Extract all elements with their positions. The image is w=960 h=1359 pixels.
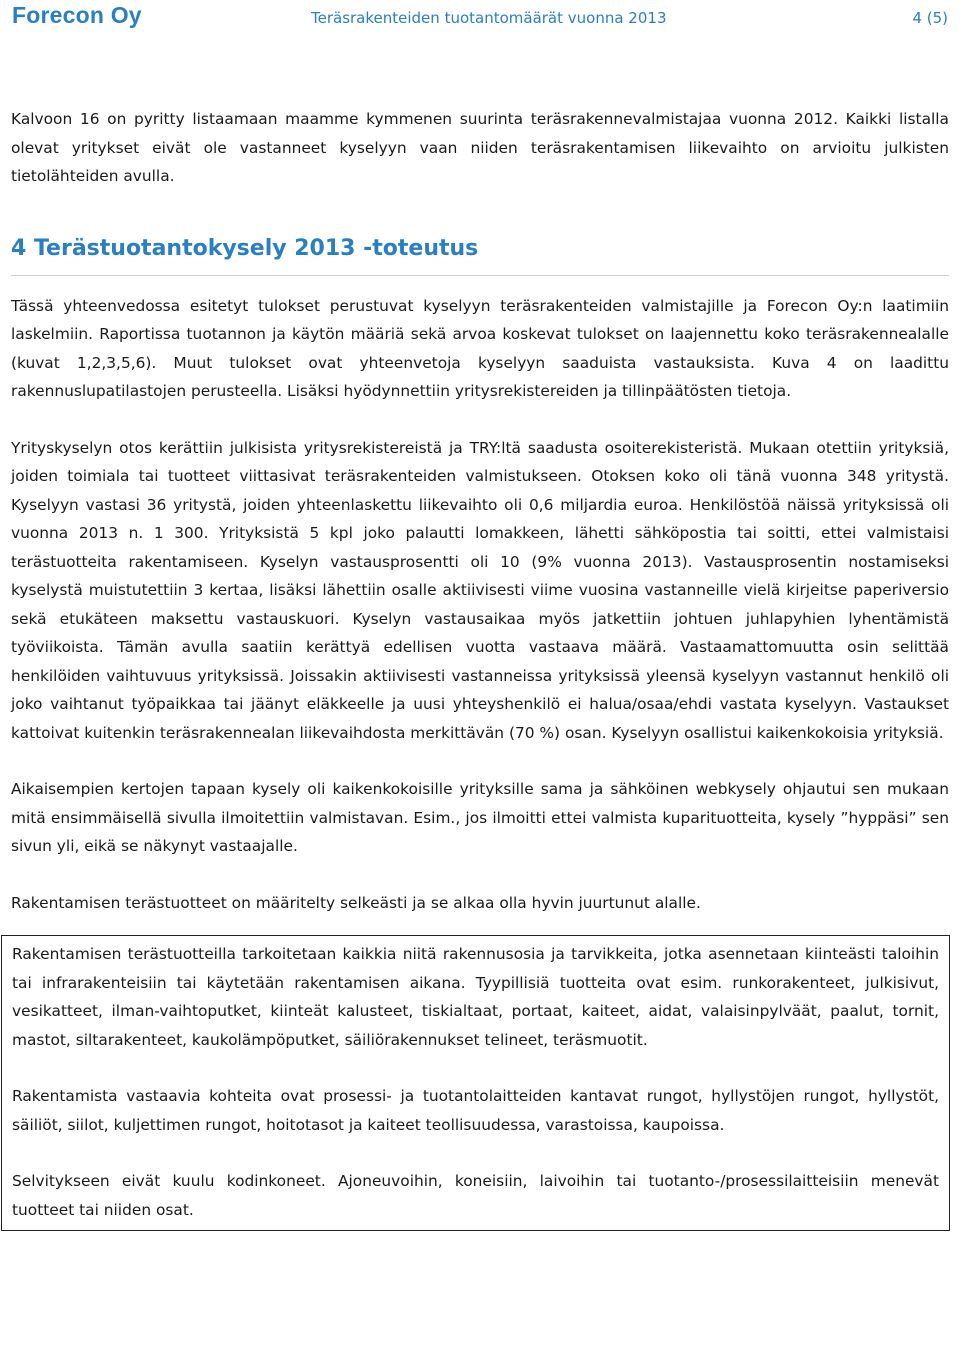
intro-paragraph: Kalvoon 16 on pyritty listaamaan maamme kymmenen suurinta teräsrakennevalmistajaa vuonna 2012. Kaikki listalla olevat yritykset eivät ole vastanneet kyselyyn vaan niiden teräsrakentamisen liikevaihto on arvioitu julkisten tietolähteiden avulla.: [11, 110, 949, 185]
definition-box: [1, 935, 950, 1231]
document-title: Teräsrakenteiden tuotantomäärät vuonna 2013: [311, 9, 667, 27]
body-paragraph: Aikaisempien kertojen tapaan kysely oli kaikenkokoisille yrityksille sama ja sähköinen webkysely ohjautui sen mukaan mitä ensimmäisellä sivulla ilmoitettiin valmistavan. Esim., jos ilmoitti ettei valmista kuparituotteita, kysely ”hyppäsi” sen sivun yli, eikä se näkynyt vastaajalle.: [11, 780, 949, 855]
box-paragraph: Rakentamisen terästuotteilla tarkoitetaan kaikkia niitä rakennusosia ja tarvikkeita, jotka asennetaan kiinteästi taloihin tai infrarakenteisiin tai käytetään rakentamisen aikana. Tyypillisiä tuotteita ovat esim. runkorakenteet, julkisivut, vesikatteet, ilman-vaihtoputket, kiinteät kalusteet, tiskialtaat, portaat, kaiteet, aidat, valaisinpylväät, paalut, tornit, mastot, siltarakenteet, kaukolämpöputket, säiliörakennukset telineet, teräsmuotit.: [12, 945, 939, 1049]
page-header: [0, 0, 960, 38]
section-heading: 4 Terästuotantokysely 2013 -toteutus: [11, 233, 949, 276]
body-paragraph: Yrityskyselyn otos kerättiin julkisista yritysrekistereistä ja TRY:ltä saadusta osoiterekisteristä. Mukaan otettiin yrityksiä, joiden toimiala tai tuotteet viittasivat teräsrakenteiden valmistukseen. Otoksen koko oli tänä vuonna 348 yritystä. Kyselyyn vastasi 36 yritystä, joiden yhteenlaskettu liikevaihto oli 0,6 miljardia euroa. Henkilöstöä näissä yrityksissä oli vuonna 2013 n. 1 300. Yrityksistä 5 kpl joko palautti lomakkeen, lähetti sähköpostia tai soitti, ettei valmistaisi terästuotteita rakentamiseen. Kyselyn vastausprosentti oli 10 (9% vuonna 2013). Vastausprosentin nostamiseksi kyselystä muistutettiin 3 kertaa, lisäksi lähettiin osalle aktiivisesti viime vuosina vastanneille vielä kirjeitse paperiversio sekä etukäteen maksettu vastauskuori. Kyselyn vastausaikaa myös jatkettiin johtuen juhlapyhien lyhentämistä työviikoista. Tämän avulla saatiin kerättyä edellisen vuotta vastaava määrä. Vastaamattomuutta osin selittää henkilöiden vaihtuvuus yrityksissä. Joissakin aktiivisesti vastanneissa yrityksissä yleensä kyselyyn vastannut henkilö oli joko vaihtanut työpaikkaa tai jäänyt eläkkeelle ja uusi yhteyshenkilö ei halua/osaa/ehdi vastata kyselyyn. Vastaukset kattoivat kuitenkin teräsrakennealan liikevaihdosta merkittävän (70 %) osan. Kyselyyn osallistui kaikenkokoisia yrityksiä.: [11, 438, 949, 742]
body-paragraph: Rakentamisen terästuotteet on määritelty selkeästi ja se alkaa olla hyvin juurtunut alalle.: [11, 893, 701, 912]
box-paragraph: Selvitykseen eivät kuulu kodinkoneet. Ajoneuvoihin, koneisiin, laivoihin tai tuotanto-/prosessilaitteisiin menevät tuotteet tai niiden osat.: [12, 1172, 939, 1219]
document-body: [11, 105, 949, 1231]
body-paragraph: Tässä yhteenvedossa esitetyt tulokset perustuvat kyselyyn teräsrakenteiden valmistajille ja Forecon Oy:n laatimiin laskelmiin. Raportissa tuotannon ja käytön määriä sekä arvoa koskevat tulokset on laajennettu koko teräsrakennealalle (kuvat 1,2,3,5,6). Muut tulokset ovat yhteenvetoja kyselyyn saaduista vastauksista. Kuva 4 on laadittu rakennuslupatilastojen perusteella. Lisäksi hyödynnettiin yritysrekistereiden ja tillinpäätösten tietoja.: [11, 296, 949, 400]
box-paragraph: Rakentamista vastaavia kohteita ovat prosessi- ja tuotantolaitteiden kantavat rungot, hyllystöjen rungot, hyllystöt, säiliöt, siilot, kuljettimen rungot, hoitotasot ja kaiteet teollisuudessa, varastoissa, kaupoissa.: [12, 1087, 939, 1134]
company-name: Forecon Oy: [12, 2, 142, 28]
page-number: 4 (5): [912, 9, 948, 27]
